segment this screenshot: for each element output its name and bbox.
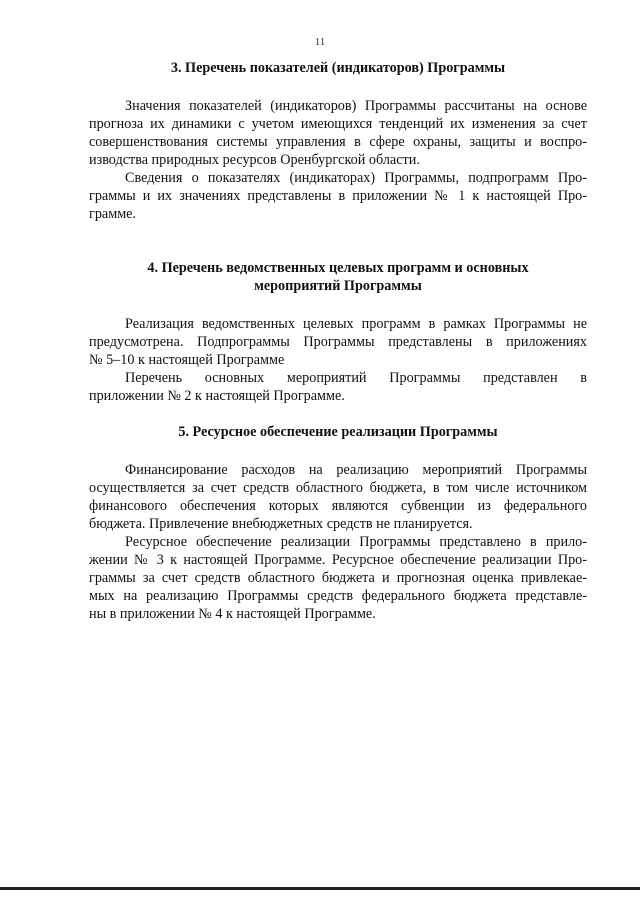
text-line: Реализация ведомственных целевых программ в рамках Программы не bbox=[125, 316, 587, 332]
page-number: 11 bbox=[314, 36, 326, 48]
document-body bbox=[89, 59, 587, 623]
text-line: Сведения о показателях (индикаторах) Программы, подпрограмм Про- bbox=[125, 170, 587, 186]
text-line: № 5–10 к настоящей Программе bbox=[89, 352, 285, 368]
text-line: Ресурсное обеспечение реализации Программы представлено в прило- bbox=[125, 534, 587, 550]
section-4-paragraph-1 bbox=[89, 315, 587, 369]
section-4-heading bbox=[89, 259, 587, 295]
section-3-paragraph-1 bbox=[89, 97, 587, 169]
section-3-paragraph-2 bbox=[89, 169, 587, 223]
text-line: жении № 3 к настоящей Программе. Ресурсное обеспечение реализации Про- bbox=[89, 552, 587, 568]
text-line: финансового обеспечения которых являются субвенции из федерального bbox=[89, 498, 587, 514]
text-line: граммы и их значениях представлены в приложении № 1 к настоящей Про- bbox=[89, 188, 587, 204]
heading-line: 4. Перечень ведомственных целевых программ и основных bbox=[147, 260, 529, 276]
heading-line: 3. Перечень показателей (индикаторов) Программы bbox=[170, 60, 506, 76]
text-line: Перечень основных мероприятий Программы представлен в bbox=[125, 370, 587, 386]
text-line: Значения показателей (индикаторов) Программы рассчитаны на основе bbox=[125, 98, 587, 114]
text-line: прогноза их динамики с учетом имеющихся тенденций их изменения за счет bbox=[89, 116, 587, 132]
section-4 bbox=[89, 259, 587, 405]
text-line: приложении № 2 к настоящей Программе. bbox=[89, 388, 345, 404]
section-5-heading bbox=[89, 423, 587, 441]
section-3 bbox=[89, 59, 587, 223]
section-4-paragraph-2 bbox=[89, 369, 587, 405]
heading-line: мероприятий Программы bbox=[254, 278, 422, 294]
section-5-paragraph-1 bbox=[89, 461, 587, 533]
text-line: ны в приложении № 4 к настоящей Программе. bbox=[89, 606, 376, 622]
text-line: граммы за счет средств областного бюджета и прогнозная оценка привлекае- bbox=[89, 570, 587, 586]
text-line: предусмотрена. Подпрограммы Программы представлены в приложениях bbox=[89, 334, 587, 350]
section-5-paragraph-2 bbox=[89, 533, 587, 623]
text-line: мых на реализацию Программы средств федерального бюджета представле- bbox=[89, 588, 587, 604]
text-line: бюджета. Привлечение внебюджетных средств не планируется. bbox=[89, 516, 473, 532]
text-line: Финансирование расходов на реализацию мероприятий Программы bbox=[125, 462, 587, 478]
text-line: изводства природных ресурсов Оренбургской области. bbox=[89, 152, 420, 168]
section-5 bbox=[89, 423, 587, 623]
heading-line: 5. Ресурсное обеспечение реализации Программы bbox=[178, 424, 498, 440]
text-line: осуществляется за счет средств областного бюджета, в том числе источником bbox=[89, 480, 587, 496]
bottom-divider bbox=[0, 887, 640, 890]
section-3-heading bbox=[89, 59, 587, 77]
text-line: совершенствования системы управления в сфере охраны, защиты и воспро- bbox=[89, 134, 587, 150]
text-line: грамме. bbox=[89, 206, 137, 222]
